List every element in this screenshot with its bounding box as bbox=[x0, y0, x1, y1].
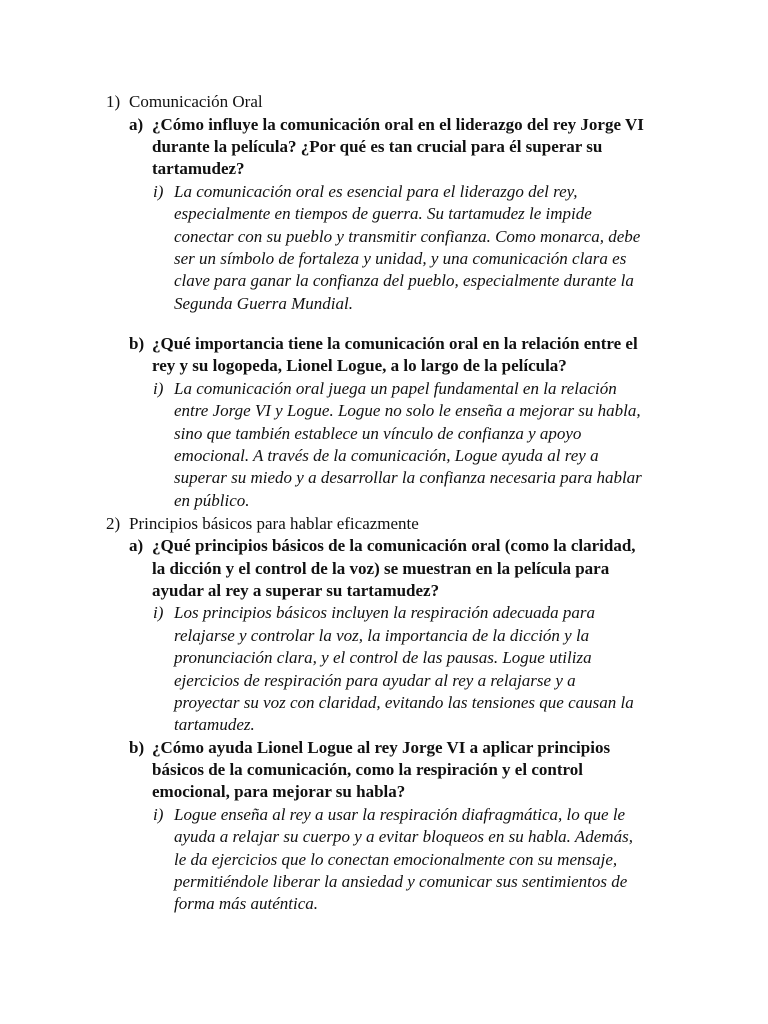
answer-line: Los principios básicos incluyen la respiración adecuada para bbox=[174, 603, 596, 622]
answer-line: permitiéndole liberar la ansiedad y comunicar sus sentimientos de bbox=[174, 872, 628, 891]
answer-line: superar su miedo y a desarrollar la confianza necesaria para hablar bbox=[174, 468, 642, 487]
question-letter: b) bbox=[129, 334, 145, 353]
answer-numeral: i) bbox=[153, 805, 164, 824]
answer-line: sino que también establece un vínculo de confianza y apoyo bbox=[174, 424, 582, 443]
answer-line: conectar con su pueblo y transmitir confianza. Como monarca, debe bbox=[174, 227, 641, 246]
answer-line: entre Jorge VI y Logue. Logue no solo le enseña a mejorar su habla, bbox=[174, 401, 641, 420]
question-line: ¿Cómo ayuda Lionel Logue al rey Jorge VI a aplicar principios bbox=[152, 738, 611, 757]
answer-line: Logue enseña al rey a usar la respiración diafragmática, lo que le bbox=[174, 805, 626, 824]
answer-line: ejercicios de respiración para ayudar al rey a relajarse y a bbox=[174, 671, 576, 690]
question-line: ¿Qué importancia tiene la comunicación oral en la relación entre el bbox=[152, 334, 638, 353]
answer-line: le da ejercicios que lo conectan emocionalmente con su mensaje, bbox=[174, 850, 618, 869]
answer-line: Segunda Guerra Mundial. bbox=[174, 294, 353, 313]
question-line: tartamudez? bbox=[152, 159, 245, 178]
answer-line: pronunciación clara, y el control de las pausas. Logue utiliza bbox=[174, 648, 592, 667]
question-line: emocional, para mejorar su habla? bbox=[152, 782, 406, 801]
answer-line: relajarse y controlar la voz, la importancia de la dicción y la bbox=[174, 626, 590, 645]
answer-line: tartamudez. bbox=[174, 715, 255, 734]
question-letter: a) bbox=[129, 115, 144, 134]
answer-line: ayuda a relajar su cuerpo y a evitar bloqueos en su habla. Además, bbox=[174, 827, 633, 846]
answer-numeral: i) bbox=[153, 379, 164, 398]
answer-line: especialmente en tiempos de guerra. Su tartamudez le impide bbox=[174, 204, 592, 223]
question-letter: a) bbox=[129, 536, 144, 555]
question-line: ¿Cómo influye la comunicación oral en el liderazgo del rey Jorge VI bbox=[152, 115, 644, 134]
section-number: 1) bbox=[106, 92, 121, 111]
section-title: Comunicación Oral bbox=[129, 92, 263, 111]
answer-line: La comunicación oral juega un papel fundamental en la relación bbox=[174, 379, 617, 398]
section-number: 2) bbox=[106, 514, 121, 533]
question-line: ¿Qué principios básicos de la comunicación oral (como la claridad, bbox=[152, 536, 636, 555]
answer-line: forma más auténtica. bbox=[174, 894, 319, 913]
answer-line: proyectar su voz con claridad, evitando las tensiones que causan la bbox=[174, 693, 634, 712]
section-title: Principios básicos para hablar eficazmente bbox=[129, 514, 419, 533]
answer-numeral: i) bbox=[153, 603, 164, 622]
question-line: la dicción y el control de la voz) se muestran en la película para bbox=[152, 559, 610, 578]
answer-line: clave para ganar la confianza del pueblo, especialmente durante la bbox=[174, 271, 634, 290]
answer-line: ser un símbolo de fortaleza y unidad, y una comunicación clara es bbox=[174, 249, 627, 268]
question-line: básicos de la comunicación, como la respiración y el control bbox=[152, 760, 583, 779]
answer-numeral: i) bbox=[153, 182, 164, 201]
question-line: rey y su logopeda, Lionel Logue, a lo largo de la película? bbox=[152, 356, 567, 375]
question-line: durante la película? ¿Por qué es tan crucial para él superar su bbox=[152, 137, 603, 156]
question-line: ayudar al rey a superar su tartamudez? bbox=[152, 581, 440, 600]
question-letter: b) bbox=[129, 738, 145, 757]
answer-line: La comunicación oral es esencial para el liderazgo del rey, bbox=[174, 182, 578, 201]
answer-line: emocional. A través de la comunicación, Logue ayuda al rey a bbox=[174, 446, 599, 465]
answer-line: en público. bbox=[174, 491, 250, 510]
